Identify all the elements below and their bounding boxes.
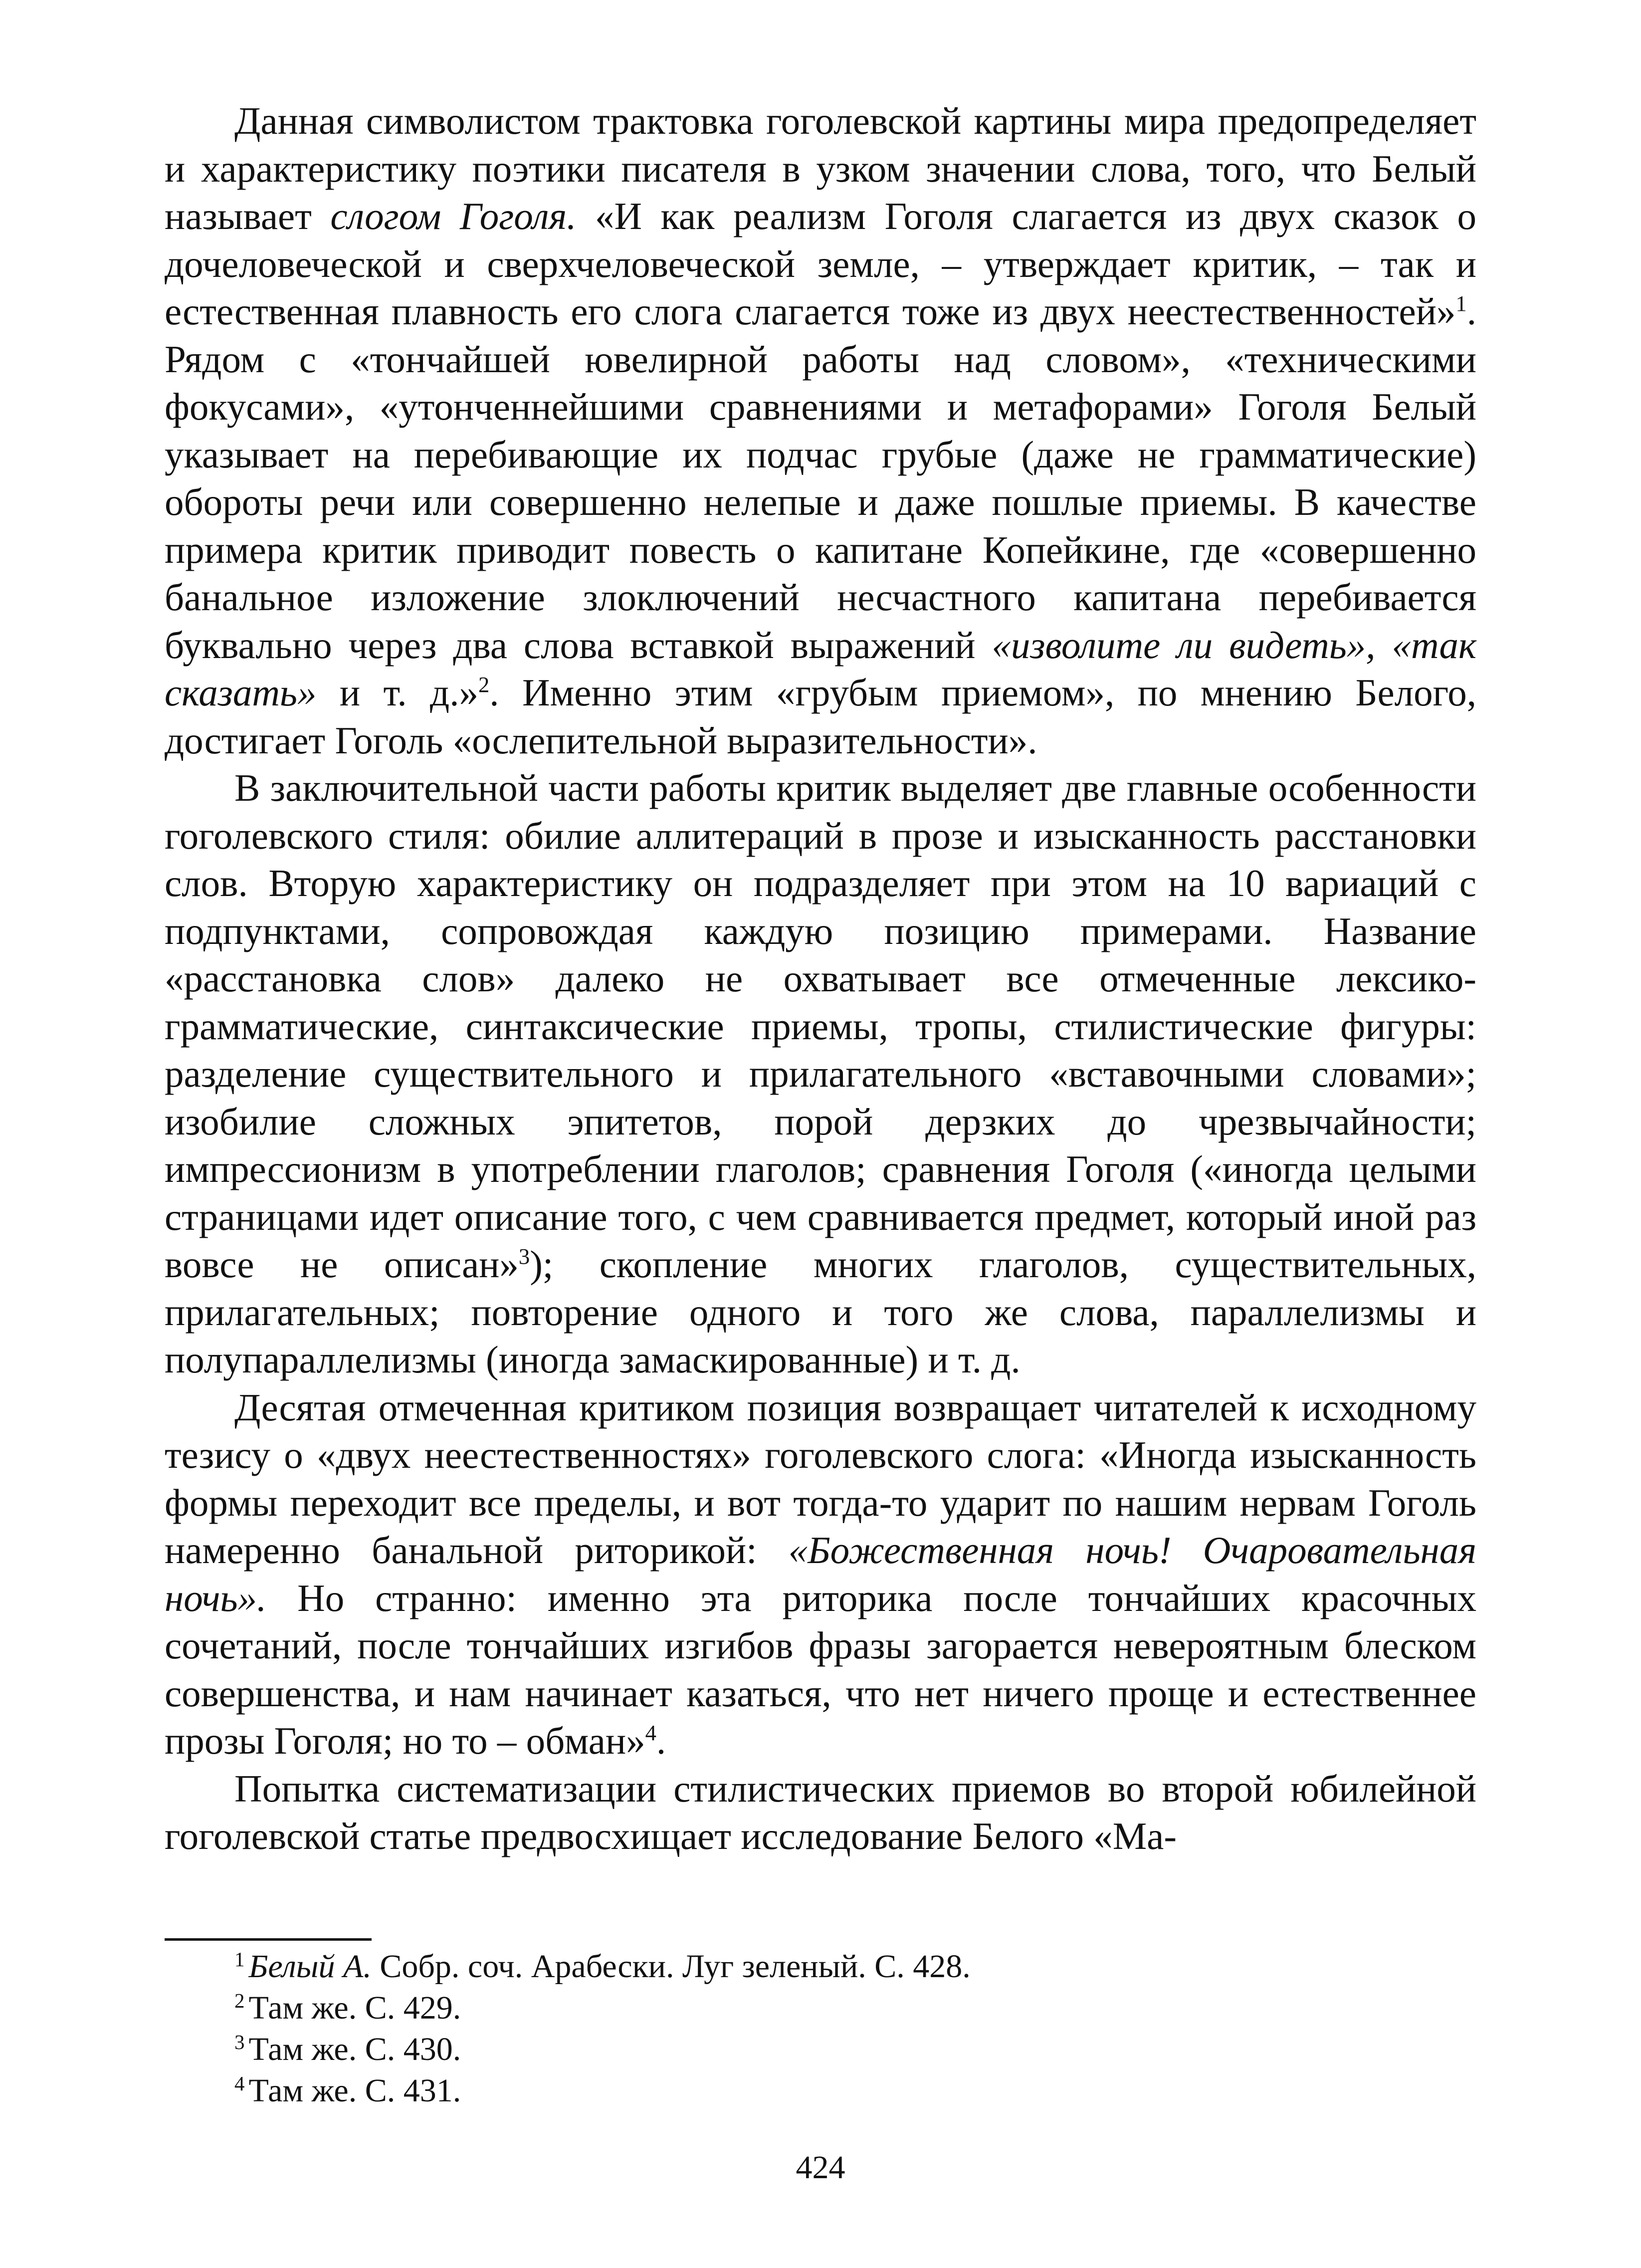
- footnote: [234, 1987, 971, 2029]
- italic-text: «изволите ли видеть», «так сказать»: [165, 623, 1477, 714]
- footnote: [234, 1946, 971, 1987]
- text-run: Там же. С. 429.: [248, 1990, 461, 2026]
- footnote: [234, 2029, 971, 2070]
- text-run: .: [656, 1719, 666, 1762]
- paragraph: [165, 97, 1476, 764]
- footnote-number: 3: [234, 2031, 245, 2053]
- page-number: 424: [796, 2149, 845, 2186]
- text-run: . Именно этим «грубым приемом», по мнению Белого, достигает Гоголь «ослепительной выразительности».: [165, 671, 1477, 762]
- text-run: «И как реализм Гоголя слагается из двух сказок о дочеловеческой и сверхчеловеческой земле, – утверждает критик, – так и естественная плавность его слога слагается тоже из двух неестественностей»: [165, 195, 1476, 333]
- footnote-separator: [165, 1938, 372, 1941]
- paragraph: [165, 1384, 1476, 1765]
- footnote-number: 4: [234, 2072, 245, 2095]
- text-run: В заключительной части работы критик выделяет две главные особенности гоголевского стиля: обилие аллитераций в прозе и изысканность расстановки слов. Вторую характеристику он подразделяет при этом на 10 вариаций с подпунктами, сопровождая каждую позицию примерами. Название «расстановка слов» далеко не охватывает все отмеченные лексико-грамматические, синтаксические приемы, тропы, стилистические фигуры: разделение существительного и прилагательного «вставочными словами»; изобилие сложных эпитетов, порой дерзких до чрезвычайности; импрессионизм в употреблении глаголов; сравнения Гоголя («иногда целыми страницами идет описание того, с чем сравнивается предмет, который иной раз вовсе не описан»: [165, 766, 1476, 1286]
- text-run: Но странно: именно эта риторика после тончайших красочных сочетаний, после тончайших изгибов фразы загорается невероятным блеском совершенства, и нам начинает казаться, что нет ничего проще и естественнее прозы Гоголя; но то – обман»: [165, 1576, 1476, 1762]
- footnote-ref: 1: [1455, 291, 1467, 316]
- text-run: Десятая отмеченная критиком позиция возвращает читателей к исходному тезису о «двух неестественностях» гоголевского слога: «Иногда изысканность формы переходит все пределы, и вот тогда-то ударит по нашим нервам Гоголь намеренно банальной риторикой:: [165, 1385, 1476, 1572]
- footnote-ref: 2: [478, 672, 490, 697]
- text-run: Собр. соч. Арабески. Луг зеленый. С. 428.: [371, 1948, 971, 1985]
- text-run: Попытка систематизации стилистических приемов во второй юбилейной гоголевской статье предвосхищает исследование Белого «Ма-: [165, 1767, 1476, 1857]
- footnote-ref: 3: [518, 1244, 530, 1269]
- main-text: [165, 97, 1476, 1860]
- text-run: Там же. С. 430.: [248, 2031, 461, 2067]
- page-body: [165, 97, 1476, 1860]
- text-run: Там же. С. 431.: [248, 2072, 461, 2109]
- italic-text: «Божественная ночь! Очаровательная ночь».: [165, 1529, 1476, 1619]
- footnote: [234, 2070, 971, 2111]
- italic-text: слогом Гоголя.: [330, 195, 577, 237]
- text-run: Данная символистом трактовка гоголевской картины мира предопределяет и характеристику поэтики писателя в узком значении слова, того, что Белый называет: [165, 99, 1476, 237]
- footnote-ref: 4: [645, 1720, 656, 1746]
- italic-text: Белый А.: [248, 1948, 372, 1985]
- footnote-number: 2: [234, 1989, 245, 2012]
- paragraph: [165, 764, 1476, 1384]
- text-run: и т. д.»: [316, 671, 478, 714]
- footnote-number: 1: [234, 1948, 245, 1971]
- text-run: . Рядом с «тончайшей ювелирной работы над словом», «техническими фокусами», «утонченнейшими сравнениями и метафорами» Гоголя Белый указывает на перебивающие их подчас грубые (даже не грамматические) обороты речи или совершенно нелепые и даже пошлые приемы. В качестве примера критик приводит повесть о капитане Копейкине, где «совершенно банальное изложение злоключений несчастного капитана перебивается буквально через два слова вставкой выражений: [165, 290, 1476, 667]
- footnotes: [234, 1946, 971, 2111]
- text-run: ); скопление многих глаголов, существительных, прилагательных; повторение одного и того же слова, параллелизмы и полупараллелизмы (иногда замаскированные) и т. д.: [165, 1243, 1477, 1381]
- paragraph: [165, 1765, 1476, 1860]
